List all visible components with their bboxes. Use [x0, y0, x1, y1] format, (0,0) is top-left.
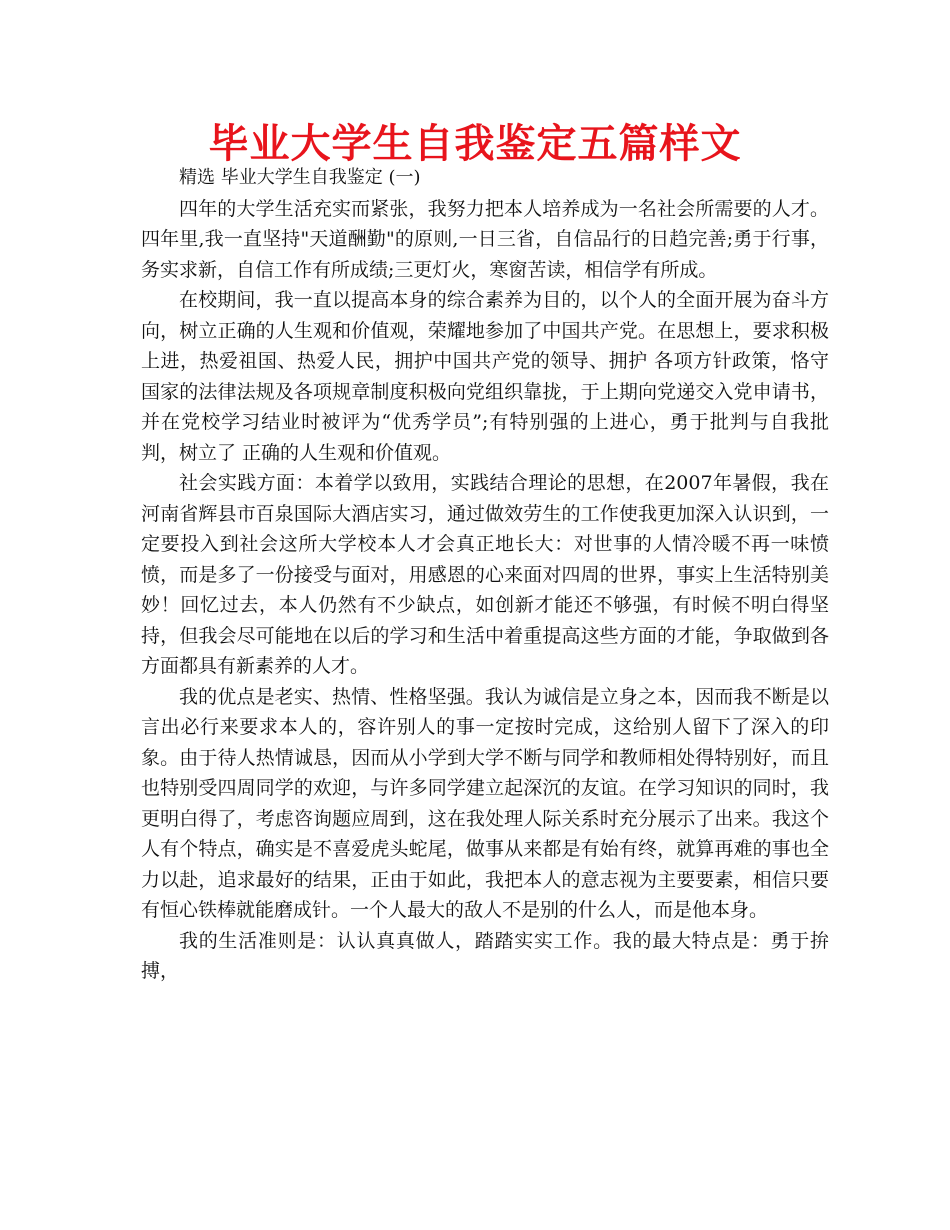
paragraph-5: 我的生活准则是：认认真真做人，踏踏实实工作。我的最大特点是：勇于拚搏， [141, 929, 829, 982]
document-body [141, 163, 829, 987]
paragraph-4: 我的优点是老实、热情、性格坚强。我认为诚信是立身之本，因而我不断是以言出必行来要求本人的，容许别人的事一定按时完成，这给别人留下了深入的印象。由于待人热情诚恳，因而从小学到大学不断与同学和教师相处得特别好，而且也特别受四周同学的欢迎，与许多同学建立起深沉的友谊。在学习知识的同时，我更明白得了，考虑咨询题应周到，这在我处理人际关系时充分展示了出来。我这个人有个特点，确实是不喜爱虎头蛇尾，做事从来都是有始有终，就算再难的事也全力以赴，追求最好的结果，正由于如此，我把本人的意志视为主要要素，相信只要有恒心铁棒就能磨成针。一个人最大的敌人不是别的什么人，而是他本身。 [141, 685, 829, 921]
document-title: 毕业大学生自我鉴定五篇样文 [208, 121, 742, 167]
paragraph-3: 社会实践方面：本着学以致用，实践结合理论的思想，在2007年暑假，我在河南省辉县市百泉国际大酒店实习，通过做效劳生的工作使我更加深入认识到，一定要投入到社会这所大学校本人才会真正地长大：对世事的人情冷暖不再一味愤愤，而是多了一份接受与面对，用感恩的心来面对四周的世界，事实上生活特别美妙！回忆过去，本人仍然有不少缺点，如创新才能还不够强，有时候不明白得坚持，但我会尽可能地在以后的学习和生活中着重提高这些方面的才能，争取做到各方面都具有新素养的人才。 [141, 472, 829, 677]
paragraph-2: 在校期间，我一直以提高本身的综合素养为目的，以个人的全面开展为奋斗方向，树立正确的人生观和价值观，荣耀地参加了中国共产党。在思想上，要求积极上进，热爱祖国、热爱人民，拥护中国共产党的领导、拥护 各项方针政策，恪守国家的法律法规及各项规章制度积极向党组织靠拢，于上期向党递交入党申请书，并在党校学习结业时被评为“优秀学员”;有特别强的上进心，勇于批判与自我批判，树立了 正确的人生观和价值观。 [141, 289, 829, 464]
paragraph-1: 四年的大学生活充实而紧张，我努力把本人培养成为一名社会所需要的人才。四年里,我一直坚持"天道酬勤"的原则,一日三省，自信品行的日趋完善;勇于行事，务实求新，自信工作有所成绩;三更灯火，寒窗苦读，相信学有所成。 [141, 197, 829, 281]
section-subtitle: 精选 毕业大学生自我鉴定 (一) [179, 167, 421, 188]
